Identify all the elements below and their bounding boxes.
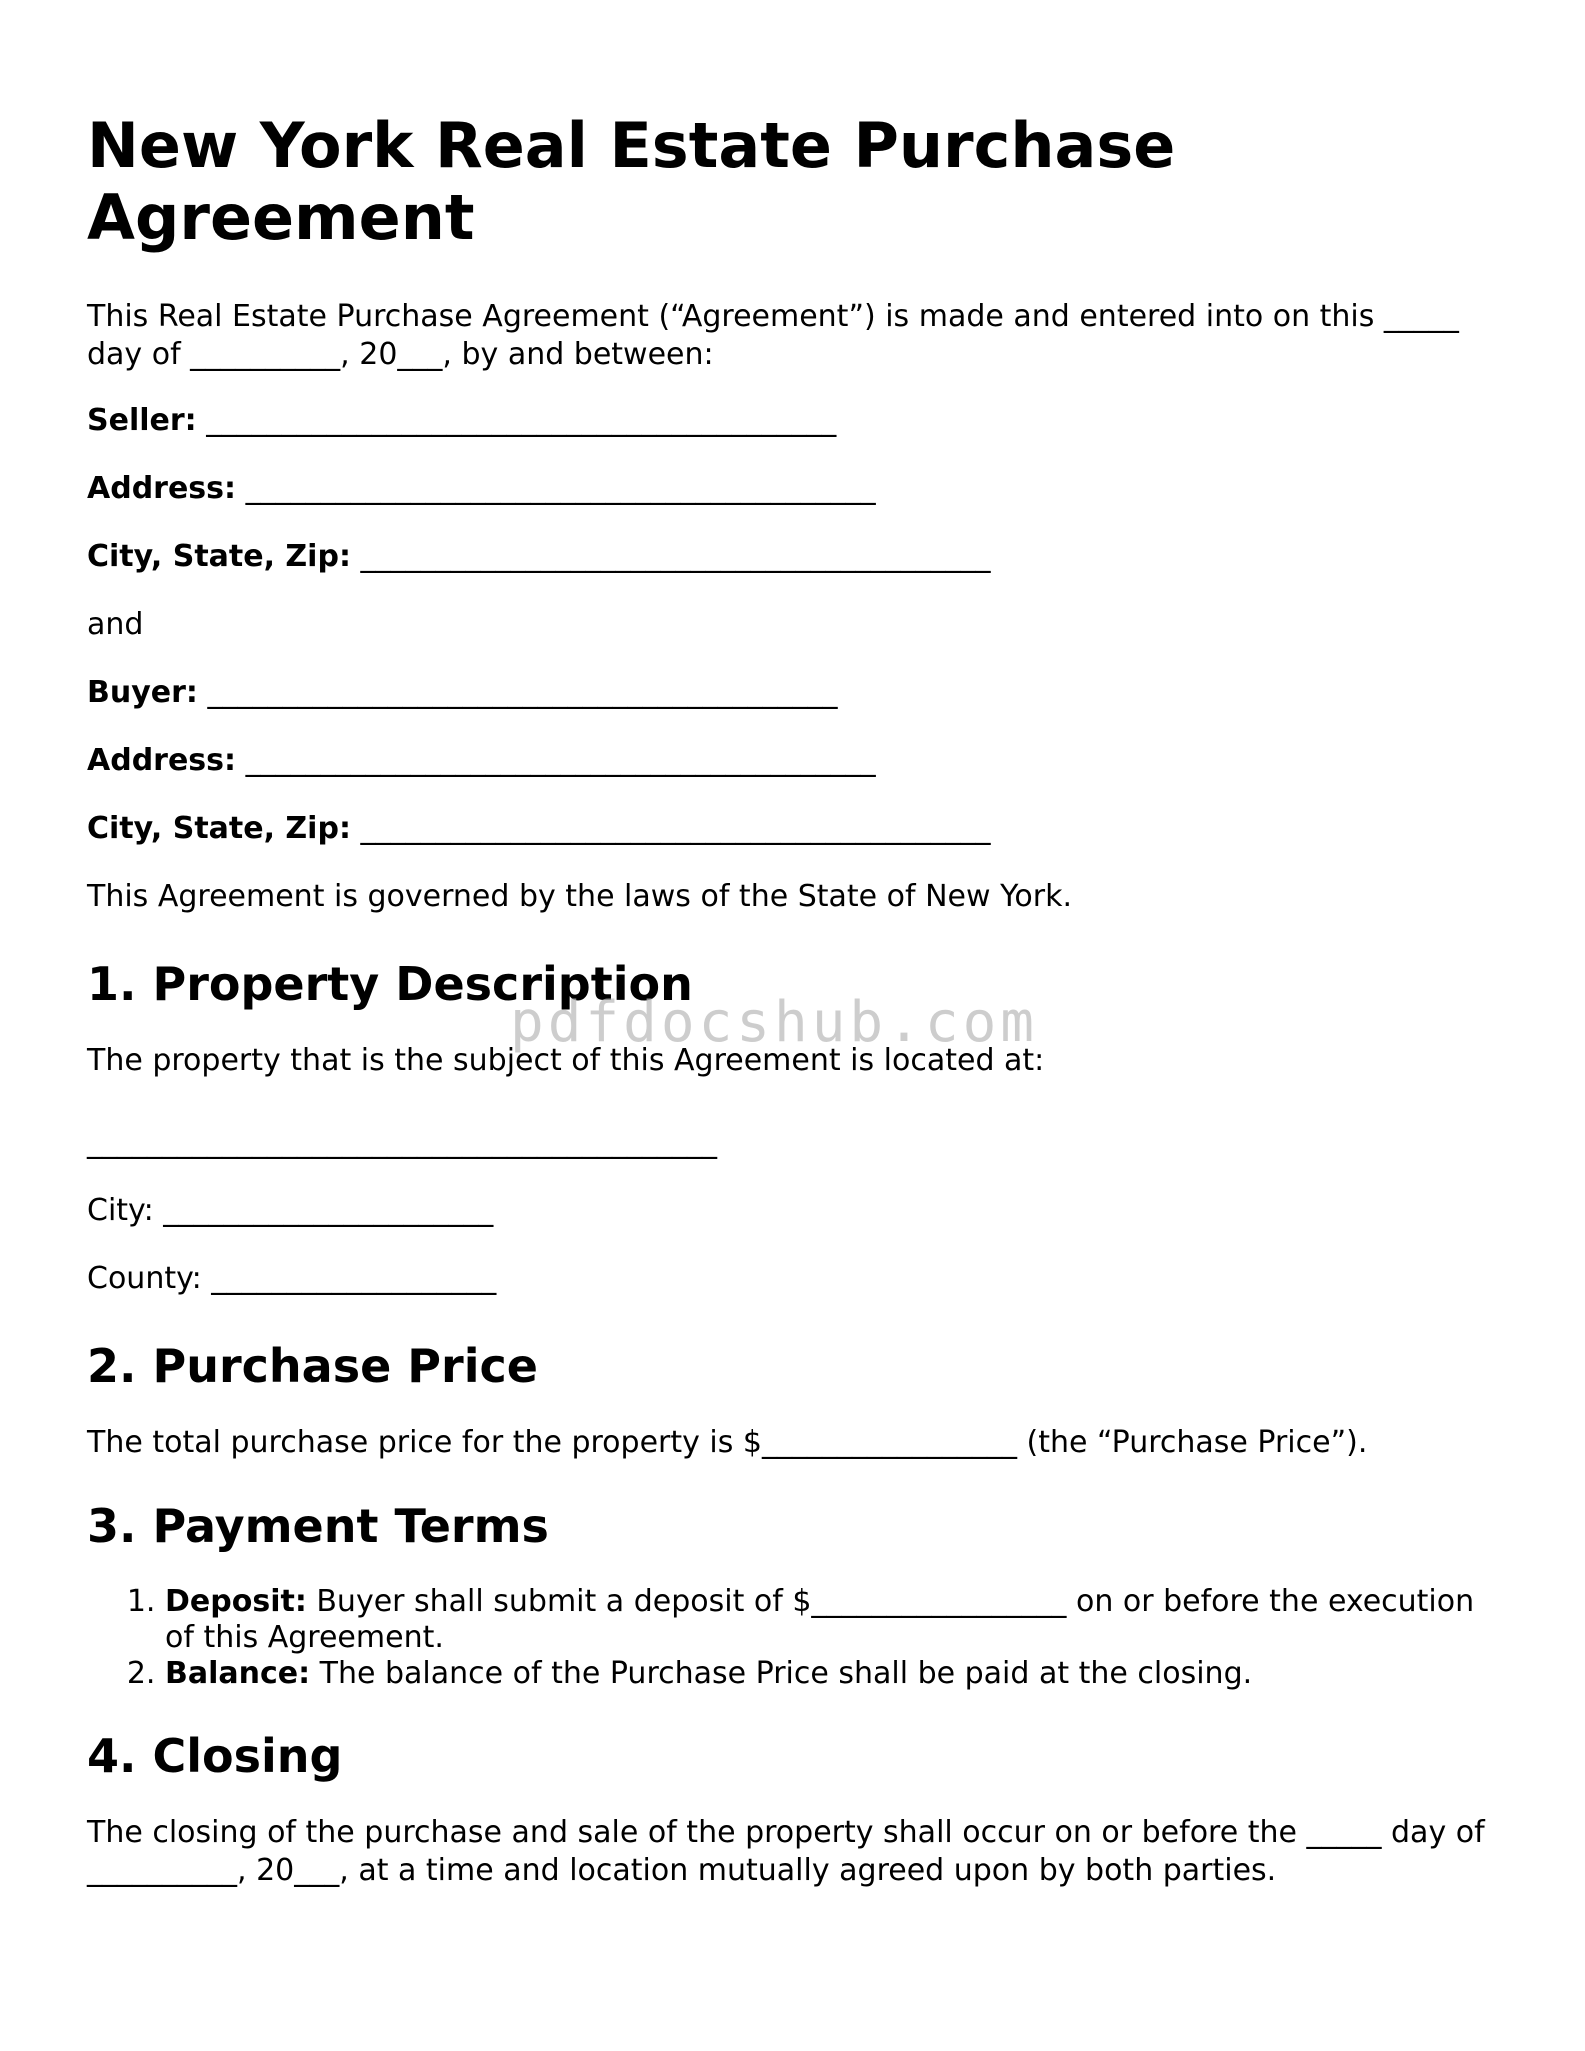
list-item: [165, 1656, 1507, 1692]
property-address-blank[interactable]: __________________________________________: [87, 1125, 717, 1160]
buyer-city-label: City, State, Zip:: [87, 811, 351, 846]
governing-law-text: This Agreement is governed by the laws of the State of New York.: [87, 879, 1073, 914]
list-item: [165, 1584, 1507, 1656]
balance-term-text: The balance of the Purchase Price shall be paid at the closing.: [310, 1656, 1253, 1691]
closing-text: The closing of the purchase and sale of the property shall occur on or before the _____ day of __________, 20___, at a time and location mutually agreed upon by both parties.: [87, 1815, 1485, 1888]
deposit-term-label: Deposit:: [165, 1584, 307, 1619]
buyer-address-blank[interactable]: __________________________________________: [236, 743, 876, 778]
seller-city-field[interactable]: [87, 538, 1507, 576]
property-county-field[interactable]: County: ___________________: [87, 1261, 497, 1296]
buyer-name-field[interactable]: [87, 674, 1507, 712]
seller-name-field[interactable]: [87, 402, 1507, 440]
balance-term-label: Balance:: [165, 1656, 311, 1691]
seller-name-blank[interactable]: __________________________________________: [196, 403, 837, 438]
property-intro-text: The property that is the subject of this Agreement is located at:: [87, 1043, 1045, 1078]
section-price-heading: 2. Purchase Price: [87, 1339, 538, 1393]
buyer-name-blank[interactable]: __________________________________________: [197, 675, 838, 710]
property-city-field[interactable]: City: ______________________: [87, 1193, 494, 1228]
and-text: and: [87, 607, 144, 642]
section-closing-heading: 4. Closing: [87, 1729, 343, 1783]
section-property-heading: 1. Property Description: [87, 957, 693, 1011]
buyer-name-label: Buyer:: [87, 675, 198, 710]
seller-address-label: Address:: [87, 471, 237, 506]
payment-terms-list: [87, 1584, 1507, 1692]
seller-city-label: City, State, Zip:: [87, 539, 351, 574]
buyer-address-label: Address:: [87, 743, 237, 778]
seller-address-blank[interactable]: __________________________________________: [236, 471, 876, 506]
buyer-address-field[interactable]: [87, 742, 1507, 780]
deposit-term-text: Buyer shall submit a deposit of $_________________ on or before the execution of this Agreement.: [165, 1584, 1475, 1655]
seller-name-label: Seller:: [87, 403, 197, 438]
document-page: [87, 110, 1507, 1890]
buyer-city-field[interactable]: [87, 810, 1507, 848]
watermark-text: pdfdocshub.com: [510, 990, 1039, 1055]
buyer-city-blank[interactable]: __________________________________________: [350, 811, 991, 846]
intro-paragraph: This Real Estate Purchase Agreement (“Agreement”) is made and entered into on this _____ day of __________, 20___, by and between:: [87, 299, 1459, 372]
seller-address-field[interactable]: [87, 470, 1507, 508]
seller-city-blank[interactable]: __________________________________________: [350, 539, 991, 574]
purchase-price-text: The total purchase price for the property is $_________________ (the “Purchase Price”).: [87, 1425, 1368, 1460]
document-title: New York Real Estate Purchase Agreement: [87, 109, 1176, 254]
section-payment-heading: 3. Payment Terms: [87, 1499, 549, 1553]
